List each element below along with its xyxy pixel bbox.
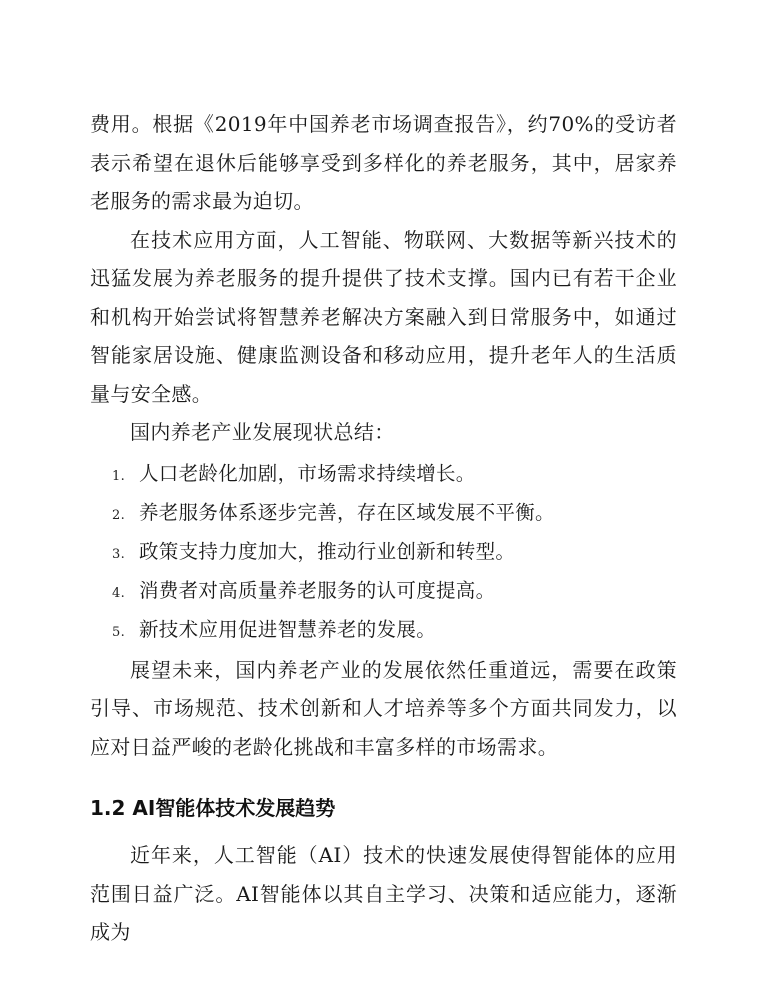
list-item-text: 人口老龄化加剧，市场需求持续增长。 — [139, 461, 476, 485]
list-item-number: 4. — [112, 585, 126, 601]
list-item-number: 5. — [112, 624, 126, 640]
list-item — [112, 612, 677, 651]
list-item-number: 1. — [112, 468, 126, 484]
list-item — [112, 534, 677, 573]
list-item-text: 养老服务体系逐步完善，存在区域发展不平衡。 — [139, 500, 555, 524]
list-item-text: 新技术应用促进智慧养老的发展。 — [139, 617, 437, 641]
list-item — [112, 456, 677, 495]
list-item-text: 消费者对高质量养老服务的认可度提高。 — [139, 578, 496, 602]
paragraph-outlook: 展望未来，国内养老产业的发展依然任重道远，需要在政策引导、市场规范、技术创新和人才培养等多个方面共同发力，以应对日益严峻的老龄化挑战和丰富多样的市场需求。 — [90, 657, 677, 759]
list-item-text: 政策支持力度加大，推动行业创新和转型。 — [139, 539, 516, 563]
list-item — [112, 573, 677, 612]
list-item-number: 2. — [112, 507, 126, 523]
summary-list — [90, 456, 677, 651]
list-item-number: 3. — [112, 546, 126, 562]
paragraph-summary-intro: 国内养老产业发展现状总结： — [130, 420, 395, 444]
paragraph-ai-agents: 近年来，人工智能（AI）技术的快速发展使得智能体的应用范围日益广泛。AI智能体以其自主学习、决策和适应能力，逐渐成为 — [90, 843, 677, 944]
list-item — [112, 495, 677, 534]
section-heading: 1.2 AI智能体技术发展趋势 — [90, 796, 336, 820]
paragraph-technology-application: 在技术应用方面，人工智能、物联网、大数据等新兴技术的迅猛发展为养老服务的提升提供了技术支撑。国内已有若干企业和机构开始尝试将智慧养老解决方案融入到日常服务中，如通过智能家居设施、健康监测设备和移动应用，提升老年人的生活质量与安全感。 — [90, 227, 677, 406]
paragraph-market-survey: 费用。根据《2019年中国养老市场调查报告》，约70%的受访者表示希望在退休后能够享受到多样化的养老服务，其中，居家养老服务的需求最为迫切。 — [90, 112, 677, 213]
